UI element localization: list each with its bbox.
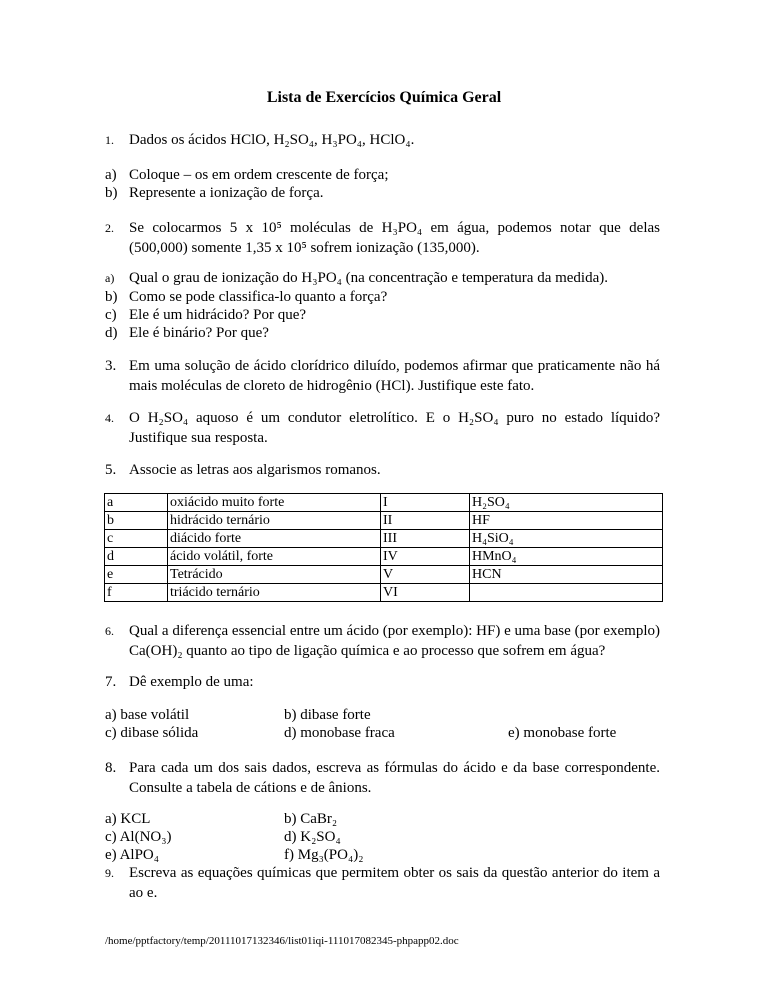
q7-option-d: d) monobase fraca	[284, 725, 395, 741]
question-text: Dados os ácidos HClO, H₂SO₄, H₃PO₄, HClO₄.	[129, 132, 415, 148]
q7-option-e: e) monobase forte	[508, 725, 617, 741]
item-letter: a)	[105, 271, 115, 285]
item-letter: b)	[105, 185, 118, 201]
question-5	[105, 460, 660, 480]
table-cell-roman: VI	[381, 584, 470, 602]
table-cell-letter: a	[105, 494, 168, 512]
question-6	[105, 621, 660, 661]
table-cell-letter: c	[105, 530, 168, 548]
table-cell-roman: I	[381, 494, 470, 512]
question-2-item-c	[105, 305, 660, 325]
question-text: Em uma solução de ácido clorídrico diluído, podemos afirmar que praticamente não há mais moléculas de cloreto de hidrogênio (HCl). Justifique este fato.	[129, 358, 660, 394]
question-number: 2.	[105, 221, 114, 235]
question-1-item-b	[105, 183, 660, 203]
question-text: Se colocarmos 5 x 10⁵ moléculas de H₃PO₄ em água, podemos notar que delas (500,000) somente 1,35 x 10⁵ sofrem ionização (135,000).	[129, 220, 660, 256]
question-number: 5.	[105, 462, 117, 478]
question-4	[105, 408, 660, 448]
question-1	[105, 130, 660, 150]
question-2-item-b	[105, 287, 660, 307]
item-text: Coloque – os em ordem crescente de força;	[129, 167, 389, 183]
question-number: 8.	[105, 760, 117, 776]
item-text: Ele é um hidrácido? Por que?	[129, 307, 307, 323]
q7-option-b: b) dibase forte	[284, 707, 371, 723]
table-cell-formula: HCN	[470, 566, 663, 584]
item-text: Represente a ionização de força.	[129, 185, 324, 201]
q8-option-e: e) AlPO₄	[105, 847, 159, 863]
table-cell-formula: H₄SiO₄	[470, 530, 663, 548]
page-title: Lista de Exercícios Química Geral	[266, 89, 502, 106]
table-cell-description: triácido ternário	[168, 584, 381, 602]
table-cell-description: hidrácido ternário	[168, 512, 381, 530]
question-text: Escreva as equações químicas que permitem obter os sais da questão anterior do item a ao e.	[129, 865, 660, 901]
q7-option-c: c) dibase sólida	[105, 725, 199, 741]
q8-option-c: c) Al(NO₃)	[105, 829, 172, 845]
table-cell-letter: d	[105, 548, 168, 566]
table-cell-description: oxiácido muito forte	[168, 494, 381, 512]
question-text: Qual a diferença essencial entre um ácido (por exemplo): HF) e uma base (por exemplo) Ca(OH)₂ quanto ao tipo de ligação química e ao processo que sofrem em água?	[129, 623, 660, 659]
q8-option-a: a) KCL	[105, 811, 151, 827]
table-cell-roman: III	[381, 530, 470, 548]
table-row	[105, 494, 663, 512]
question-text: Associe as letras aos algarismos romanos.	[129, 462, 381, 478]
table-cell-letter: e	[105, 566, 168, 584]
question-number: 9.	[105, 866, 114, 880]
table-cell-formula	[470, 584, 663, 602]
item-letter: a)	[105, 167, 117, 183]
table-cell-formula: HMnO₄	[470, 548, 663, 566]
question-3	[105, 356, 660, 396]
table-row	[105, 512, 663, 530]
question-text: O H₂SO₄ aquoso é um condutor eletrolítico. E o H₂SO₄ puro no estado líquido? Justifique sua resposta.	[129, 410, 660, 446]
table-cell-description: ácido volátil, forte	[168, 548, 381, 566]
question-number: 3.	[105, 358, 117, 374]
q8-option-d: d) K₂SO₄	[284, 829, 341, 845]
item-letter: c)	[105, 307, 117, 323]
table-cell-roman: IV	[381, 548, 470, 566]
q7-option-a: a) base volátil	[105, 707, 190, 723]
question-2	[105, 218, 660, 258]
item-text: Como se pode classifica-lo quanto a força?	[129, 289, 388, 305]
item-text: Ele é binário? Por que?	[129, 325, 269, 341]
table-cell-roman: V	[381, 566, 470, 584]
table-cell-description: Tetrácido	[168, 566, 381, 584]
question-number: 6.	[105, 624, 114, 638]
question-9	[105, 863, 660, 903]
table-cell-roman: II	[381, 512, 470, 530]
question-number: 7.	[105, 674, 117, 690]
table-cell-formula: H₂SO₄	[470, 494, 663, 512]
question-7	[105, 672, 660, 692]
item-letter: b)	[105, 289, 118, 305]
question-number: 1.	[105, 133, 114, 147]
question-8	[105, 758, 660, 798]
table-cell-description: diácido forte	[168, 530, 381, 548]
table-cell-formula: HF	[470, 512, 663, 530]
question-1-item-a	[105, 165, 660, 185]
table-row	[105, 566, 663, 584]
q8-option-f: f) Mg₃(PO₄)₂	[284, 847, 364, 863]
question-2-item-d	[105, 323, 660, 343]
question-text: Dê exemplo de uma:	[129, 674, 254, 690]
table-cell-letter: f	[105, 584, 168, 602]
question-text: Para cada um dos sais dados, escreva as fórmulas do ácido e da base correspondente. Consulte a tabela de cátions e de ânions.	[129, 760, 660, 796]
question-2-item-a	[105, 268, 660, 288]
item-letter: d)	[105, 325, 118, 341]
table-row	[105, 548, 663, 566]
table-row	[105, 584, 663, 602]
association-table	[104, 493, 663, 602]
question-number: 4.	[105, 411, 114, 425]
table-cell-letter: b	[105, 512, 168, 530]
item-text: Qual o grau de ionização do H₃PO₄ (na concentração e temperatura da medida).	[129, 270, 608, 286]
table-row	[105, 530, 663, 548]
footer-file-path: /home/pptfactory/temp/20111017132346/list01iqi-111017082345-phpapp02.doc	[105, 935, 459, 947]
q8-option-b: b) CaBr₂	[284, 811, 338, 827]
